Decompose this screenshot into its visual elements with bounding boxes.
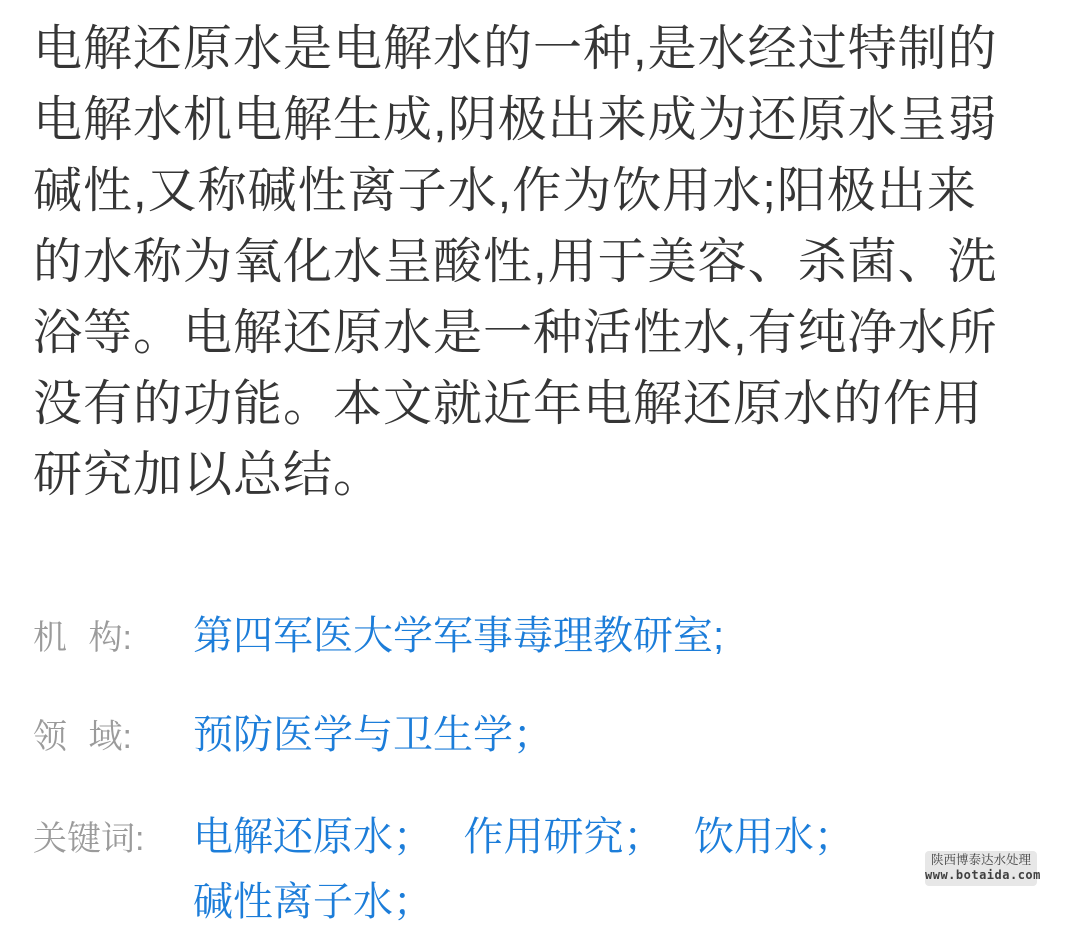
field-link[interactable]: 预防医学与卫生学；: [193, 713, 553, 757]
keyword-link[interactable]: 饮用水；: [693, 815, 854, 859]
metadata-section: [0, 611, 1080, 939]
watermark: [925, 851, 1041, 886]
keywords-row: [33, 809, 1050, 939]
abstract-line: 碱性,又称碱性离子水,作为饮用水;阳极出来: [33, 164, 977, 218]
field-row: [33, 710, 1050, 769]
keywords-line: [193, 809, 1050, 874]
abstract-line: 浴等。电解还原水是一种活性水,有纯净水所: [33, 306, 998, 360]
watermark-website-url: www.botaida.com: [925, 868, 1041, 882]
keyword-link[interactable]: 作用研究；: [463, 815, 664, 859]
institution-link[interactable]: 第四军医大学军事毒理教研室;: [193, 614, 725, 658]
field-label: 领 域:: [33, 718, 132, 756]
keywords-label: 关键词:: [33, 820, 145, 858]
watermark-company-name: 陕西博泰达水处理: [930, 853, 1031, 867]
field-content: [193, 710, 1050, 769]
institution-label: 机 构:: [33, 619, 132, 657]
institution-content: [193, 611, 1050, 670]
abstract-line: 电解水机电解生成,阴极出来成为还原水呈弱: [33, 93, 998, 147]
keywords-line: [193, 874, 1050, 939]
abstract-line: 的水称为氧化水呈酸性,用于美容、杀菌、洗: [33, 235, 998, 289]
keyword-link[interactable]: 碱性离子水；: [193, 880, 433, 924]
abstract-line: 没有的功能。本文就近年电解还原水的作用: [33, 377, 984, 431]
keyword-link[interactable]: 电解还原水；: [193, 815, 433, 859]
institution-row: [33, 611, 1050, 670]
abstract-line: 电解还原水是电解水的一种,是水经过特制的: [33, 22, 998, 76]
abstract-line: 研究加以总结。: [33, 448, 384, 502]
keywords-content: [193, 809, 1050, 939]
